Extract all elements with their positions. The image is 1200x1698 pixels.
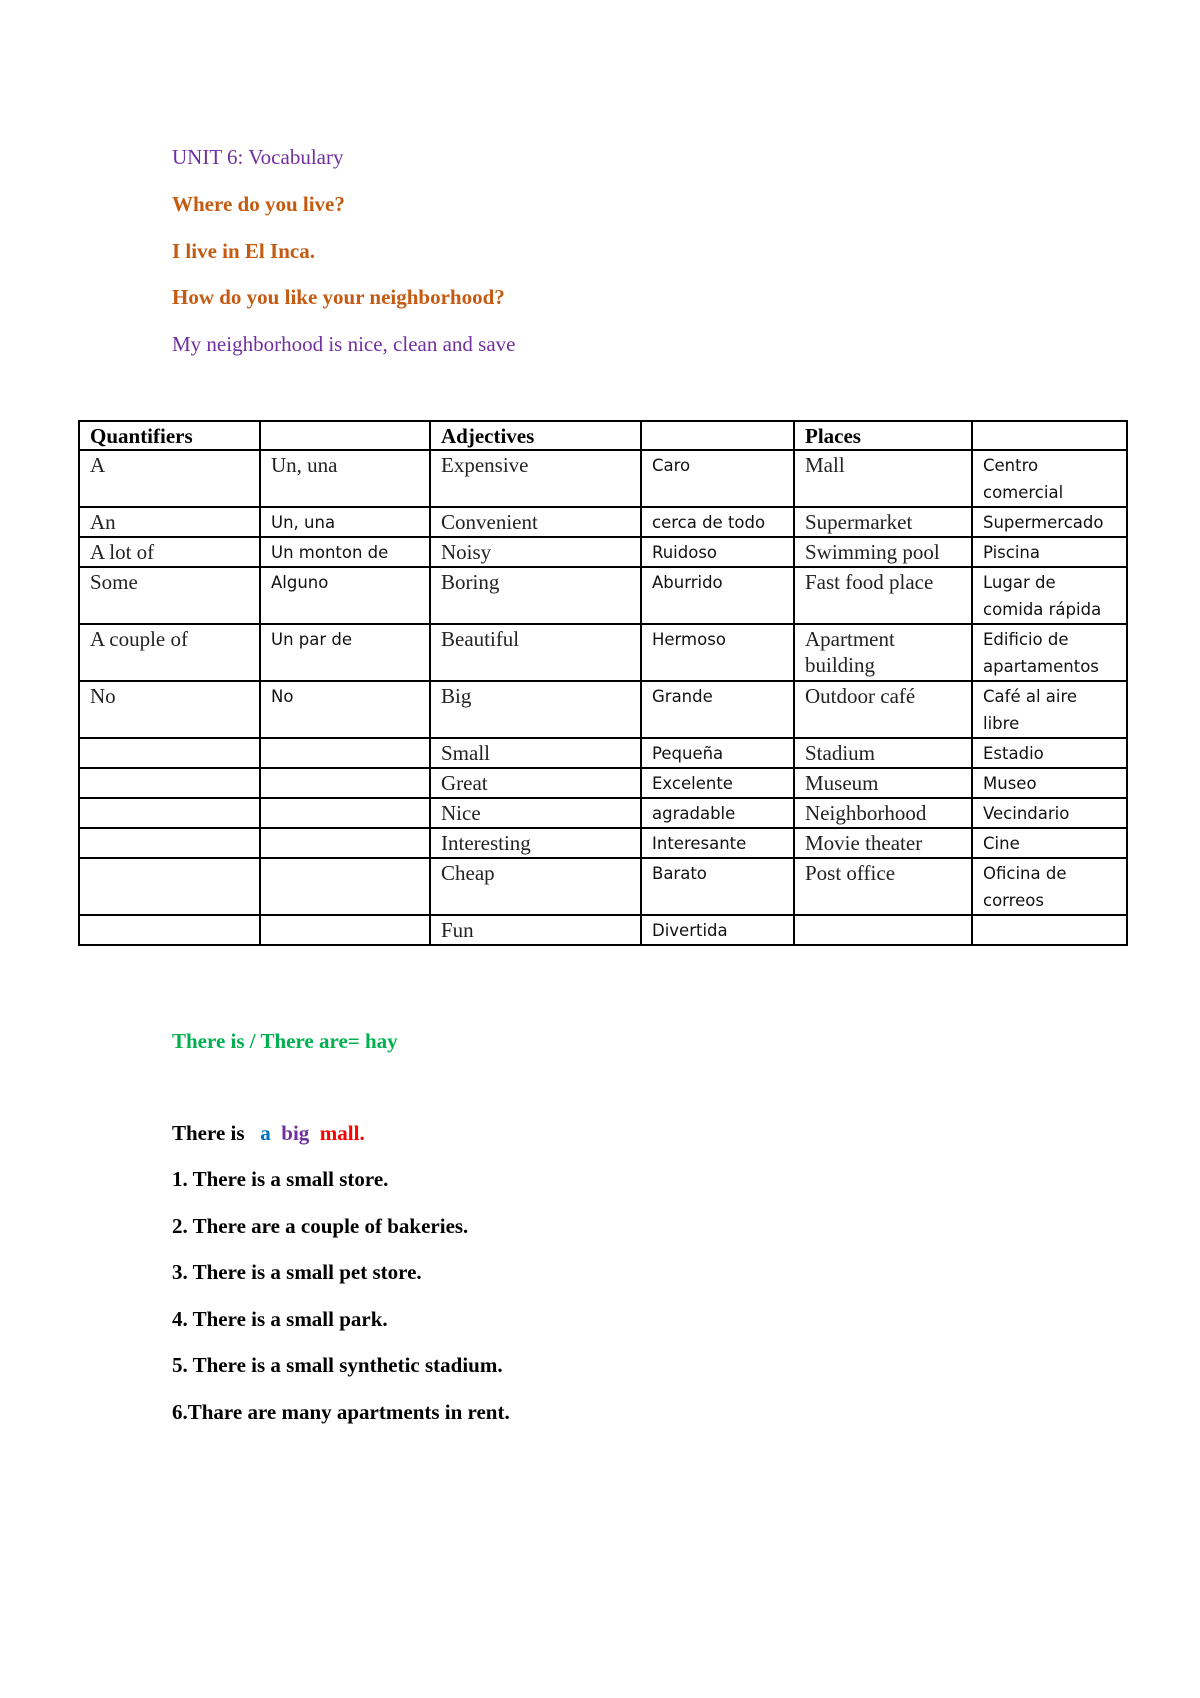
header-cell-quantifier: Quantifiers <box>79 421 260 450</box>
header-cell-place: Places <box>794 421 972 450</box>
cell-quantifier: A couple of <box>79 624 260 681</box>
example-sentence <box>172 1121 365 1146</box>
cell-quantifier-translation: Alguno <box>260 567 430 624</box>
cell-quantifier-translation: Un, una <box>260 507 430 537</box>
table-row <box>79 450 1127 507</box>
cell-quantifier <box>79 738 260 768</box>
table-row <box>79 624 1127 681</box>
sentence-2: 2. There are a couple of bakeries. <box>172 1214 469 1238</box>
cell-place: Outdoor café <box>794 681 972 738</box>
cell-adjective-translation: Hermoso <box>641 624 794 681</box>
header-cell-adjective: Adjectives <box>430 421 641 450</box>
table-header-row <box>79 421 1127 450</box>
cell-place-translation: Museo <box>972 768 1127 798</box>
cell-place-translation: Centro comercial <box>972 450 1127 507</box>
table-row <box>79 681 1127 738</box>
table-row <box>79 828 1127 858</box>
cell-place: Stadium <box>794 738 972 768</box>
cell-adjective-translation: Pequeña <box>641 738 794 768</box>
cell-adjective-translation: Interesante <box>641 828 794 858</box>
cell-quantifier-translation <box>260 828 430 858</box>
cell-adjective: Nice <box>430 798 641 828</box>
cell-adjective-translation: Barato <box>641 858 794 915</box>
cell-quantifier-translation <box>260 798 430 828</box>
sentence-3: 3. There is a small pet store. <box>172 1260 422 1284</box>
cell-place: Supermarket <box>794 507 972 537</box>
table-row <box>79 798 1127 828</box>
cell-quantifier <box>79 798 260 828</box>
cell-place: Museum <box>794 768 972 798</box>
answer-neighborhood: My neighborhood is nice, clean and save <box>172 332 516 356</box>
vocabulary-table <box>78 420 1128 946</box>
cell-place: Swimming pool <box>794 537 972 567</box>
cell-adjective-translation: Excelente <box>641 768 794 798</box>
cell-quantifier <box>79 858 260 915</box>
cell-place: Mall <box>794 450 972 507</box>
header-cell-adjective-translation <box>641 421 794 450</box>
cell-quantifier: An <box>79 507 260 537</box>
header-cell-quantifier-translation <box>260 421 430 450</box>
cell-adjective: Fun <box>430 915 641 945</box>
cell-place-translation: Oficina de correos <box>972 858 1127 915</box>
cell-place: Apartment building <box>794 624 972 681</box>
sentence-5: 5. There is a small synthetic stadium. <box>172 1353 503 1377</box>
unit-title: UNIT 6: Vocabulary <box>172 145 344 169</box>
cell-adjective: Expensive <box>430 450 641 507</box>
table-row <box>79 915 1127 945</box>
cell-place-translation: Lugar de comida rápida <box>972 567 1127 624</box>
example-adjective: big <box>281 1121 310 1145</box>
cell-adjective: Small <box>430 738 641 768</box>
table-row <box>79 768 1127 798</box>
example-there-is: There is <box>172 1121 245 1145</box>
cell-place-translation: Café al aire libre <box>972 681 1127 738</box>
cell-place-translation: Estadio <box>972 738 1127 768</box>
cell-adjective-translation: Caro <box>641 450 794 507</box>
cell-place-translation: Piscina <box>972 537 1127 567</box>
cell-quantifier-translation <box>260 858 430 915</box>
cell-adjective-translation: cerca de todo <box>641 507 794 537</box>
cell-quantifier-translation <box>260 915 430 945</box>
cell-adjective-translation: agradable <box>641 798 794 828</box>
cell-adjective: Beautiful <box>430 624 641 681</box>
table-row <box>79 507 1127 537</box>
answer-where-live: I live in El Inca. <box>172 239 315 263</box>
cell-quantifier-translation <box>260 768 430 798</box>
cell-adjective: Convenient <box>430 507 641 537</box>
cell-quantifier <box>79 828 260 858</box>
cell-adjective: Boring <box>430 567 641 624</box>
cell-place: Fast food place <box>794 567 972 624</box>
cell-place-translation: Supermercado <box>972 507 1127 537</box>
cell-place-translation: Vecindario <box>972 798 1127 828</box>
cell-quantifier-translation: Un par de <box>260 624 430 681</box>
cell-quantifier: Some <box>79 567 260 624</box>
table-row <box>79 858 1127 915</box>
cell-adjective-translation: Aburrido <box>641 567 794 624</box>
cell-place-translation: Edificio de apartamentos <box>972 624 1127 681</box>
cell-place: Movie theater <box>794 828 972 858</box>
cell-place <box>794 915 972 945</box>
example-article: a <box>260 1121 271 1145</box>
table-row <box>79 567 1127 624</box>
sentence-6: 6.Thare are many apartments in rent. <box>172 1400 510 1424</box>
cell-quantifier: A lot of <box>79 537 260 567</box>
there-is-are-rule: There is / There are= hay <box>172 1029 398 1053</box>
table-row <box>79 537 1127 567</box>
cell-quantifier-translation: Un, una <box>260 450 430 507</box>
sentence-4: 4. There is a small park. <box>172 1307 388 1331</box>
cell-quantifier-translation: Un monton de <box>260 537 430 567</box>
cell-quantifier <box>79 915 260 945</box>
question-neighborhood: How do you like your neighborhood? <box>172 285 505 309</box>
cell-place-translation <box>972 915 1127 945</box>
cell-adjective: Interesting <box>430 828 641 858</box>
cell-adjective: Big <box>430 681 641 738</box>
cell-quantifier <box>79 768 260 798</box>
cell-quantifier-translation <box>260 738 430 768</box>
cell-adjective: Cheap <box>430 858 641 915</box>
cell-place: Post office <box>794 858 972 915</box>
cell-adjective: Noisy <box>430 537 641 567</box>
header-cell-place-translation <box>972 421 1127 450</box>
cell-adjective-translation: Ruidoso <box>641 537 794 567</box>
cell-adjective-translation: Grande <box>641 681 794 738</box>
cell-adjective-translation: Divertida <box>641 915 794 945</box>
table-row <box>79 738 1127 768</box>
cell-place: Neighborhood <box>794 798 972 828</box>
cell-place-translation: Cine <box>972 828 1127 858</box>
cell-adjective: Great <box>430 768 641 798</box>
example-place: mall. <box>319 1121 365 1145</box>
cell-quantifier: A <box>79 450 260 507</box>
sentence-1: 1. There is a small store. <box>172 1167 389 1191</box>
cell-quantifier: No <box>79 681 260 738</box>
cell-quantifier-translation: No <box>260 681 430 738</box>
question-where-live: Where do you live? <box>172 192 345 216</box>
